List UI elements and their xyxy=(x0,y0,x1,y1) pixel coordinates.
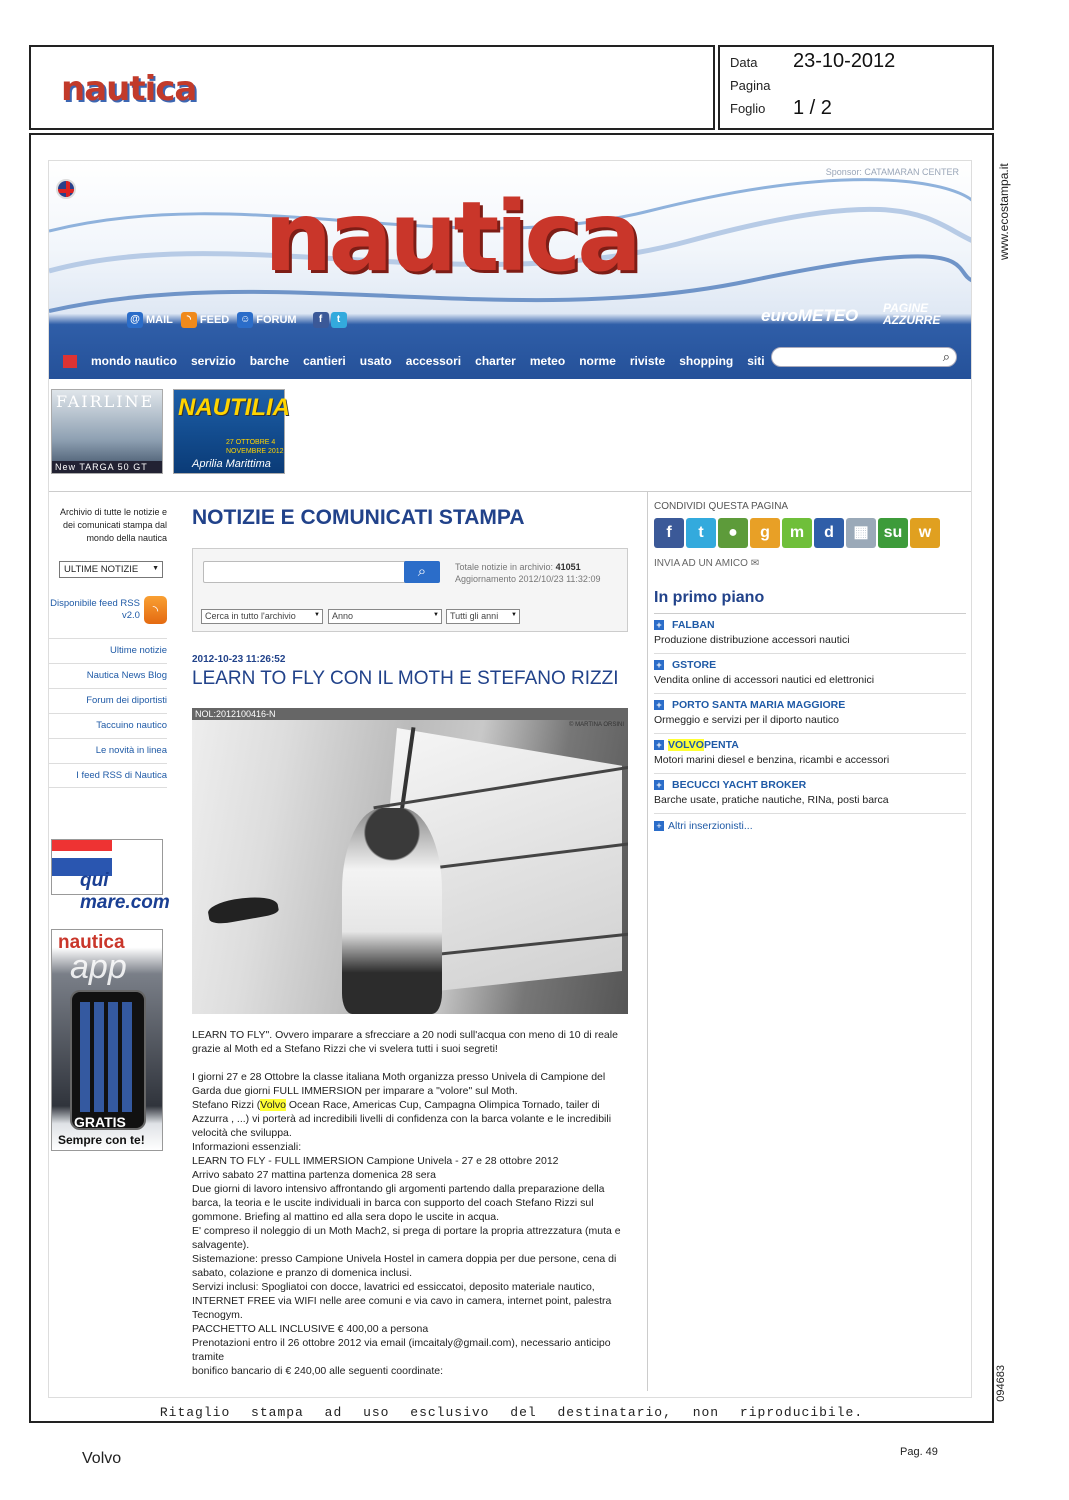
photo-credit: © MARTINA ORSINI xyxy=(569,722,624,728)
facebook-icon[interactable]: f xyxy=(313,312,329,328)
article-line: LEARN TO FLY - FULL IMMERSION Campione Univela - 27 e 28 ottobre 2012 xyxy=(192,1155,559,1167)
left-link-taccuino[interactable]: Taccuino nautico xyxy=(49,713,167,738)
article-line: Due giorni di lavoro intensivo affrontando gli argomenti partendo dalla preparazione della barca, la teoria e le uscite individuali in barca con supporto del coach Stefano Rizzi sul gommone. Briefing al mattino ed alla sera dopo le uscite in acqua. xyxy=(192,1183,605,1223)
article-p2b: Stefano Rizzi (Volvo Ocean Race, Americas Cup, Campagna Olimpica Tornado, tailer di Azzurra , ...) vi porterà ad incredibili livelli di confidenza con la barca volante e le incredibili velocità che sviluppa. xyxy=(192,1099,612,1139)
left-link-novita[interactable]: Le novità in linea xyxy=(49,738,167,763)
nav-riviste[interactable]: riviste xyxy=(629,354,666,368)
content-divider xyxy=(49,491,972,492)
article-body xyxy=(192,1028,630,1378)
facebook-icon[interactable]: f xyxy=(654,518,684,548)
fairline-sub: New TARGA 50 GT xyxy=(52,461,162,473)
article-line: Sistemazione: presso Campione Univela Hostel in camera doppia per due persone, cena di sabato, colazione e pranzo di domenica inclusi. xyxy=(192,1253,617,1279)
nautica-app-ad[interactable] xyxy=(51,929,163,1151)
data-label: Data xyxy=(730,55,758,70)
article-line: Prenotazioni entro il 26 ottobre 2012 via email (imcaitaly@gmail.com), necessario anticipo tramite xyxy=(192,1337,611,1363)
share-label: CONDIVIDI QUESTA PAGINA xyxy=(654,501,789,512)
nautilia-ad[interactable] xyxy=(173,389,290,474)
windows-icon[interactable]: w xyxy=(910,518,940,548)
primo-item[interactable]: + GSTORE Vendita online di accessori nautici ed elettronici xyxy=(654,654,966,694)
primo-piano-title: In primo piano xyxy=(654,589,966,614)
primo-item[interactable]: + VOLVO PENTA Motori marini diesel e benzina, ricambi e accessori xyxy=(654,734,966,774)
share-icons xyxy=(654,518,966,548)
left-link-feed[interactable]: I feed RSS di Nautica xyxy=(49,763,167,788)
left-link-ultime[interactable]: Ultime notizie xyxy=(49,638,167,663)
nav-shopping[interactable]: shopping xyxy=(679,354,734,368)
nav-meteo[interactable]: meteo xyxy=(529,354,566,368)
nav-servizio[interactable]: servizio xyxy=(191,354,236,368)
nav-norme[interactable]: norme xyxy=(579,354,616,368)
app-slogan: Sempre con te! xyxy=(58,1133,145,1147)
tool-forum[interactable] xyxy=(237,312,296,328)
left-link-blog[interactable]: Nautica News Blog xyxy=(49,663,167,688)
fairline-title: FAIRLINE xyxy=(56,392,155,411)
stumbleupon-icon[interactable]: su xyxy=(878,518,908,548)
tool-feed-label: FEED xyxy=(199,314,230,326)
quimare-text: qui mare.com xyxy=(80,870,170,913)
highlight-volvo: Volvo xyxy=(260,1099,286,1111)
article-line: Servizi inclusi: Spogliatoi con docce, lavatrici ed essiccatoi, deposito materiale nautico, INTERNET FREE via WIFI nelle aree comuni e via cavo in camera, internet point, palestra Tecnogym. xyxy=(192,1281,612,1321)
app-word: app xyxy=(70,948,127,986)
myspace-icon[interactable]: m xyxy=(782,518,812,548)
digg-icon[interactable]: ▦ xyxy=(846,518,876,548)
messenger-icon[interactable]: ● xyxy=(718,518,748,548)
highlight-volvo: VOLVO xyxy=(668,739,704,751)
google-icon[interactable]: g xyxy=(750,518,780,548)
article-line: Arrivo sabato 27 mattina partenza domenica 28 sera xyxy=(192,1169,436,1181)
rss-icon: ◝ xyxy=(144,596,167,624)
article-photo xyxy=(192,708,628,1014)
home-icon[interactable] xyxy=(63,355,77,368)
data-value: 23-10-2012 xyxy=(793,50,896,72)
nav-cantieri[interactable]: cantieri xyxy=(303,354,346,368)
twitter-icon[interactable]: t xyxy=(686,518,716,548)
article-line: PACCHETTO ALL INCLUSIVE € 400,00 a persona xyxy=(192,1323,429,1335)
article-line: bonifico bancario di € 240,00 alle seguenti coordinate: xyxy=(192,1365,444,1377)
section-title: NOTIZIE E COMUNICATI STAMPA xyxy=(192,506,525,529)
nautilia-dates: 27 OTTOBRE 4 NOVEMBRE 2012 xyxy=(226,439,284,455)
site-banner xyxy=(49,161,972,379)
archive-stats xyxy=(455,561,600,585)
clipping-logo: nautica xyxy=(61,69,197,109)
article-p2a: I giorni 27 e 28 Ottobre la classe italiana Moth organizza presso Univela di Campione del Garda due giorni FULL IMMERSION per imparare a "volore" sul Moth. xyxy=(192,1071,606,1097)
main-column xyxy=(192,506,630,1378)
tool-feed[interactable] xyxy=(181,312,229,328)
clipping-meta xyxy=(718,45,994,130)
plus-icon: + xyxy=(654,780,664,790)
delicious-icon[interactable]: d xyxy=(814,518,844,548)
archive-description: Archivio di tutte le notizie e dei comunicati stampa dal mondo della nautica xyxy=(59,507,167,543)
altri-inserzionisti-link[interactable]: + Altri inserzionisti... xyxy=(654,820,966,832)
english-flag-icon[interactable] xyxy=(56,179,76,199)
all-years-select[interactable]: Tutti gli anni ▼ xyxy=(446,609,520,624)
site-search-input[interactable] xyxy=(771,347,957,367)
eurometeo-logo[interactable]: euroMETEO xyxy=(761,306,859,325)
year-select[interactable]: Anno ▼ xyxy=(328,609,442,624)
site-title: nautica xyxy=(264,181,638,293)
send-to-friend[interactable] xyxy=(654,558,966,569)
foglio-label: Foglio xyxy=(730,101,766,116)
app-gratis: GRATIS xyxy=(74,1114,126,1130)
doc-tag: Volvo xyxy=(82,1450,122,1467)
nav-charter[interactable]: charter xyxy=(475,354,516,368)
rss-feed-link[interactable] xyxy=(49,596,167,624)
article-p1: LEARN TO FLY". Ovvero imparare a sfrecciare a 20 nodi sull'acqua con meno di 10 di reale grazie al Moth ed a Stefano Rizzi che vi svelera tutti i suoi segreti! xyxy=(192,1029,618,1055)
photo-caption: NOL:2012100416-N xyxy=(192,708,628,720)
left-links xyxy=(49,638,167,788)
plus-icon: + xyxy=(654,821,664,831)
primo-item[interactable]: + FALBAN Produzione distribuzione accessori nautici xyxy=(654,614,966,654)
nautilia-title: NAUTILIA xyxy=(178,394,290,421)
article-line: Informazioni essenziali: xyxy=(192,1141,302,1153)
left-column xyxy=(49,506,167,788)
sponsor-text: Sponsor: CATAMARAN CENTER xyxy=(825,167,959,177)
article-date: 2012-10-23 11:26:52 xyxy=(192,654,286,665)
primo-item[interactable]: + BECUCCI YACHT BROKER Barche usate, pratiche nautiche, RINa, posti barca xyxy=(654,774,966,814)
total-label: Totale notizie in archivio: xyxy=(455,562,554,572)
top-tools xyxy=(127,312,347,328)
plus-icon: + xyxy=(654,700,664,710)
clipping-header xyxy=(29,45,715,130)
quimare-ad[interactable] xyxy=(51,839,170,913)
nav-accessori[interactable]: accessori xyxy=(405,354,462,368)
plus-icon: + xyxy=(654,740,664,750)
pagine-azzurre-logo[interactable]: PAGINE AZZURRE xyxy=(883,301,941,327)
foglio-value: 1 / 2 xyxy=(793,97,832,119)
side-url: www.ecostampa.it xyxy=(997,163,1011,260)
fairline-ad[interactable] xyxy=(51,389,163,474)
side-code: 094683 xyxy=(995,1365,1007,1402)
nav-barche[interactable]: barche xyxy=(249,354,290,368)
search-icon[interactable]: ⌕ xyxy=(942,349,950,364)
news-type-select[interactable]: ULTIME NOTIZIE ▼ xyxy=(59,561,163,578)
article-line: E' compreso il noleggio di un Moth Mach2, si prega di portare la propria attrezzatura (muta e salvagente). xyxy=(192,1225,621,1251)
phone-icon xyxy=(70,990,146,1130)
left-link-forum[interactable]: Forum dei diportisti xyxy=(49,688,167,713)
tool-mail[interactable] xyxy=(127,312,173,328)
nav-mondo-nautico[interactable]: mondo nautico xyxy=(91,354,177,368)
pagina-label: Pagina xyxy=(730,78,771,93)
send-to-friend-label: INVIA AD UN AMICO xyxy=(654,558,748,569)
primo-item[interactable]: + PORTO SANTA MARIA MAGGIORE Ormeggio e servizi per il diporto nautico xyxy=(654,694,966,734)
nav-siti[interactable]: siti xyxy=(747,354,765,368)
right-column xyxy=(654,501,966,832)
forum-icon: ☺ xyxy=(237,312,253,328)
mail-icon: @ xyxy=(127,312,143,328)
rss-text: Disponibile feed RSS v2.0 xyxy=(50,598,140,621)
nav-usato[interactable]: usato xyxy=(359,354,392,368)
scope-select[interactable]: Cerca in tutto l'archivio ▼ xyxy=(201,609,323,624)
plus-icon: + xyxy=(654,620,664,630)
archive-search-panel xyxy=(192,548,628,632)
app-title: nautica xyxy=(58,932,125,953)
twitter-icon[interactable]: t xyxy=(331,312,347,328)
tool-forum-label: FORUM xyxy=(256,314,297,326)
column-divider xyxy=(647,491,648,1391)
nautilia-place: Aprilia Marittima xyxy=(192,458,271,470)
article-title[interactable]: LEARN TO FLY CON IL MOTH E STEFANO RIZZI xyxy=(192,668,619,689)
sailor-figure xyxy=(342,808,442,1014)
page-number: Pag. 49 xyxy=(900,1446,938,1458)
updated-text: Aggiornamento 2012/10/23 11:32:09 xyxy=(455,574,601,584)
footer-notice: Ritaglio stampa ad uso esclusivo del destinatario, non riproducibile. xyxy=(159,1405,864,1420)
website-screenshot xyxy=(48,160,972,1398)
envelope-icon: ✉ xyxy=(750,558,760,569)
tool-mail-label: MAIL xyxy=(146,314,173,326)
archive-search-button[interactable]: ⌕ xyxy=(404,561,440,583)
plus-icon: + xyxy=(654,660,664,670)
total-value: 41051 xyxy=(555,562,581,572)
boat-shape xyxy=(207,892,280,926)
rss-icon: ◝ xyxy=(181,312,197,328)
